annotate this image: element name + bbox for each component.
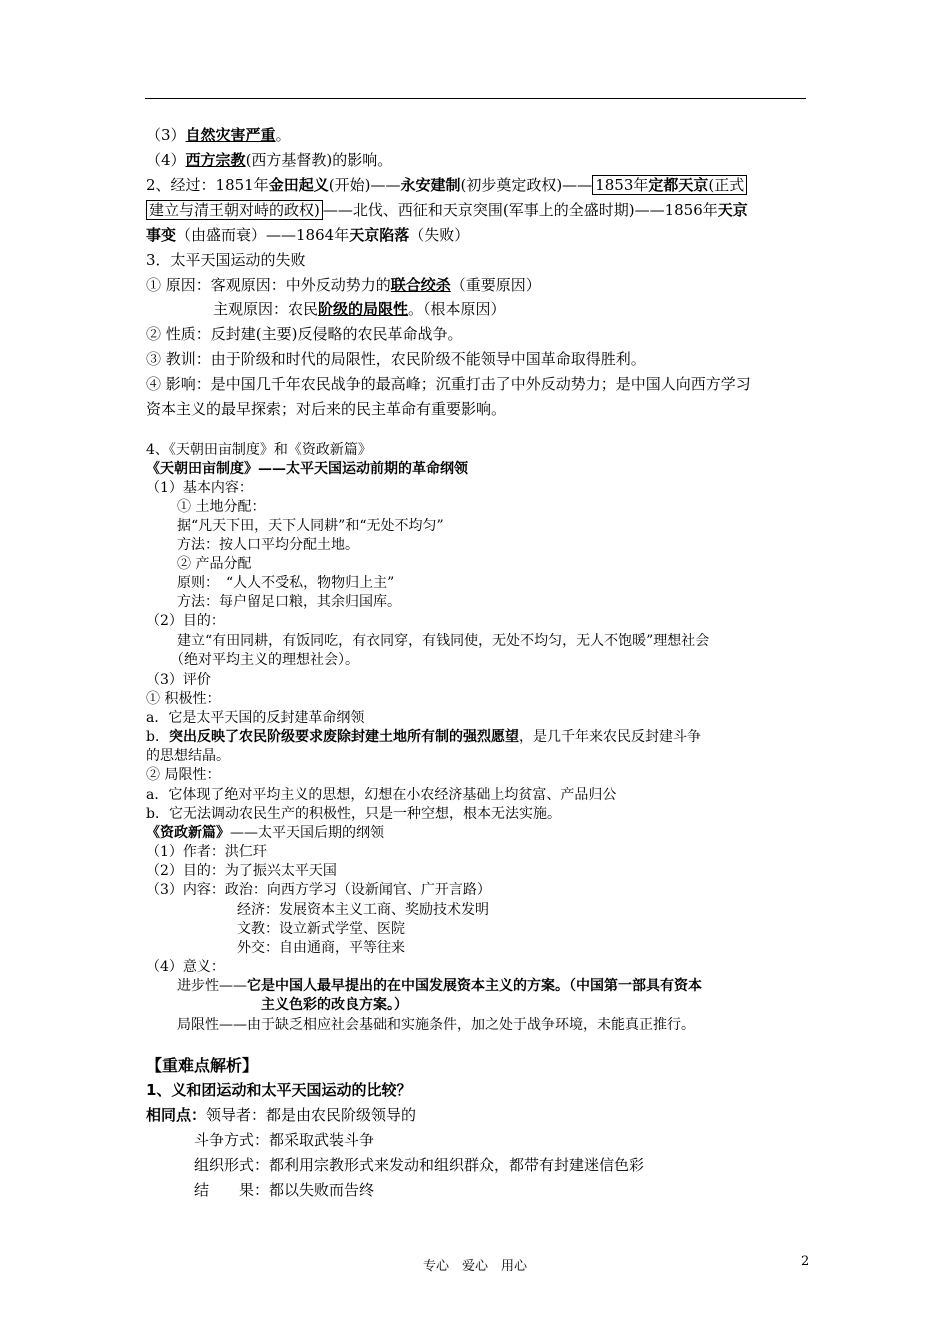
question-heading: 1、义和团运动和太平天国运动的比较？ (146, 1081, 412, 1099)
text-line: 主观原因：农民阶级的局限性。（根本原因） (213, 300, 506, 318)
text-line: 2、经过：1851年金田起义(开始)——永安建制(初步奠定政权)—— 1853年定都天京(正式 (146, 178, 747, 193)
text-line: （2）目的：为了振兴太平天国 (146, 863, 337, 879)
header-rule (145, 98, 806, 99)
text-line: （绝对平均主义的理想社会）。 (170, 652, 359, 668)
text-line: 方法：每户留足口粮，其余归国库。 (177, 594, 401, 610)
text-line: 的思想结晶。 (146, 748, 230, 764)
text-line: 经济：发展资本主义工商、奖励技术发明 (237, 902, 489, 918)
text-line: ② 产品分配 (177, 556, 252, 572)
text-line: ① 原因：客观原因：中外反动势力的联合绞杀（重要原因） (146, 276, 541, 294)
text-line: 原则： “人人不受私，物物归上主” (177, 575, 395, 591)
text-line: a．它体现了绝对平均主义的思想，幻想在小农经济基础上均贫富、产品归公 (146, 787, 617, 803)
text-line: （3）内容：政治：向西方学习（设新闻官、广开言路） (146, 882, 491, 898)
text-line: ① 土地分配： (177, 499, 266, 515)
text-line: 据“凡天下田，天下人同耕”和“无处不均匀” (177, 518, 444, 534)
text-line: 《资政新篇》——太平天国后期的纲领 (146, 825, 384, 841)
text-line: 结 果：都以失败而告终 (194, 1181, 375, 1199)
text-line: 组织形式：都利用宗教形式来发动和组织群众，都带有封建迷信色彩 (194, 1156, 645, 1174)
text-line: （1）作者：洪仁玕 (146, 844, 267, 860)
subheading: 《天朝田亩制度》——太平天国运动前期的革命纲领 (146, 461, 468, 477)
text-line: （3）评价 (146, 672, 211, 688)
text-line: （2）目的： (146, 613, 225, 629)
footer-text: 专心 爱心 用心 (422, 1259, 527, 1274)
text-line: a．它是太平天国的反封建革命纲领 (146, 710, 365, 726)
text-line: ④ 影响：是中国几千年农民战争的最高峰；沉重打击了中外反动势力；是中国人向西方学习 (146, 375, 751, 393)
text-line: 相同点：领导者：都是由农民阶级领导的 (146, 1106, 417, 1124)
text-line: 主义色彩的改良方案。） (261, 997, 408, 1013)
text-line: 进步性——它是中国人最早提出的在中国发展资本主义的方案。（中国第一部具有资本 (177, 978, 702, 994)
text-line: 局限性——由于缺乏相应社会基础和实施条件，加之处于战争环境，未能真正推行。 (177, 1017, 695, 1033)
text-line: b．它无法调动农民生产的积极性，只是一种空想，根本无法实施。 (146, 806, 561, 822)
text-line: 事变（由盛而衰）——1864年天京陷落（失败） (146, 226, 470, 244)
text-line: 3．太平天国运动的失败 (146, 251, 306, 269)
text-line: ② 性质：反封建(主要)反侵略的农民革命战争。 (146, 325, 463, 343)
text-line: b．突出反映了农民阶级要求废除封建土地所有制的强烈愿望，是几千年来农民反封建斗争 (146, 729, 701, 745)
text-line: ② 局限性： (146, 767, 221, 783)
text-line: 建立“有田同耕，有饭同吃，有衣同穿，有钱同使，无处不均匀，无人不饱暖”理想社会 (177, 633, 710, 649)
text-line: （4）西方宗教(西方基督教)的影响。 (146, 151, 393, 169)
text-line: （3）自然灾害严重。 (146, 126, 291, 144)
text-line: 方法：按人口平均分配土地。 (177, 537, 359, 553)
text-line: 斗争方式：都采取武装斗争 (194, 1131, 375, 1149)
text-line: ① 积极性： (146, 691, 221, 707)
text-line: 外交：自由通商，平等往来 (237, 940, 405, 956)
text-line: 建立与清王朝对峙的政权) ——北伐、西征和天京突围(军事上的全盛时期)——1856年天京 (146, 203, 748, 218)
text-line: ③ 教训：由于阶级和时代的局限性，农民阶级不能领导中国革命取得胜利。 (146, 350, 646, 368)
text-line: （4）意义： (146, 959, 225, 975)
text-line: （1）基本内容： (146, 480, 253, 496)
text-line: 4、《天朝田亩制度》和《资政新篇》 (146, 442, 372, 458)
section-heading: 【重难点解析】 (146, 1056, 259, 1075)
page-number: 2 (801, 1254, 810, 1269)
text-line: 资本主义的最早探索；对后来的民主革命有重要影响。 (146, 400, 507, 418)
text-line: 文教：设立新式学堂、医院 (237, 921, 405, 937)
